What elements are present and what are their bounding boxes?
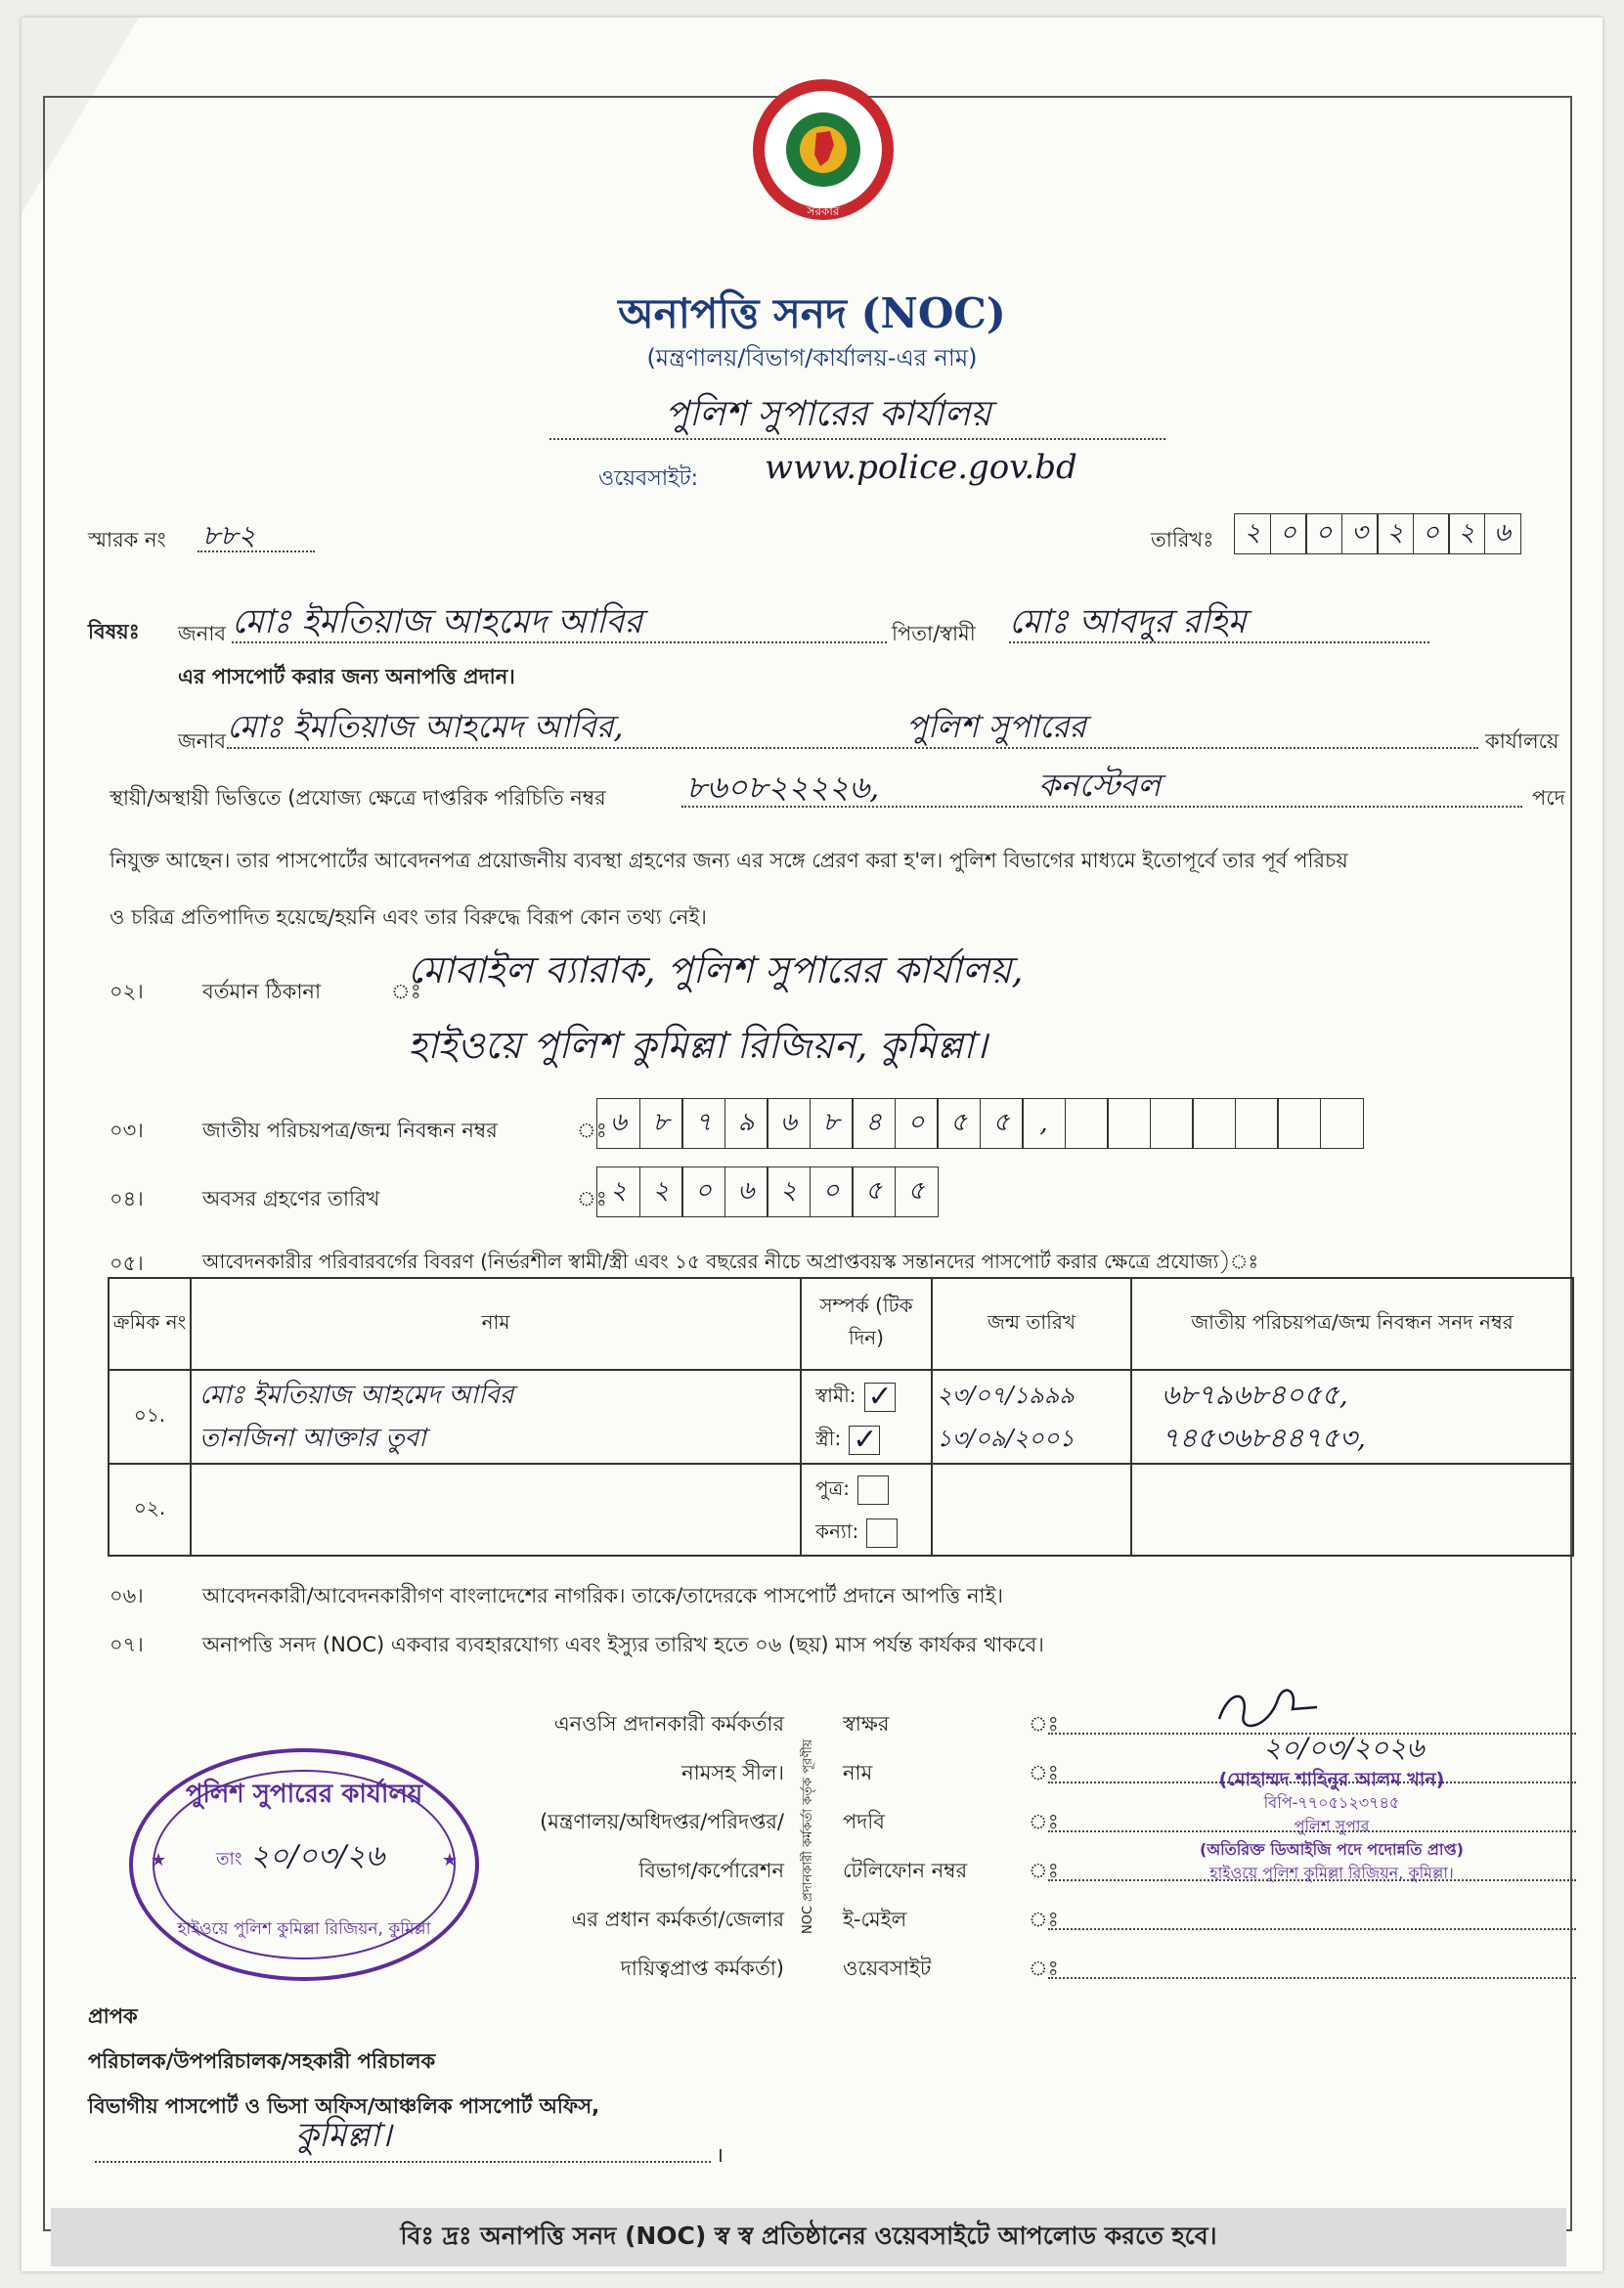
wife-checkbox[interactable] xyxy=(849,1426,880,1455)
row1-name-1: মোঃ ইমতিয়াজ আহমেদ আবির xyxy=(199,1381,514,1410)
field-line xyxy=(1048,1895,1576,1930)
retire-digit: ৬ xyxy=(724,1166,768,1217)
recipient-line-end: । xyxy=(716,2143,724,2167)
subject-father-name: মোঃ আবদুর রহিম xyxy=(1009,602,1247,641)
row1-dob xyxy=(932,1370,1131,1464)
header-relation: সম্পর্ক (টিক দিন) xyxy=(801,1278,932,1370)
daughter-checkbox[interactable] xyxy=(866,1518,898,1548)
field-label: পদবি xyxy=(843,1810,885,1833)
table-row xyxy=(109,1370,1573,1464)
office-seal xyxy=(129,1748,479,1981)
recipient-line2: বিভাগীয় পাসপোর্ট ও ভিসা অফিস/আঞ্চলিক পাসপোর্ট অফিস, xyxy=(88,2094,600,2118)
header-dob: জন্ম তারিখ xyxy=(932,1278,1131,1370)
noc-vertical-note: NOC প্রদানকারী কর্মকর্তা কর্তৃক পূরণীয় xyxy=(801,1738,815,1934)
date-digit: ০ xyxy=(1413,513,1450,554)
nid-digit: ০ xyxy=(895,1098,939,1149)
row1-names xyxy=(191,1370,801,1464)
footer-note: বিঃ দ্রঃ অনাপত্তি সনদ (NOC) স্ব স্ব প্রতিষ্ঠানের ওয়েবসাইটে আপলোড করতে হবে। xyxy=(51,2208,1566,2266)
nid-digit: ৮ xyxy=(639,1098,683,1149)
nid-digit: ৮ xyxy=(810,1098,854,1149)
body-post-suffix: পদে xyxy=(1532,786,1565,810)
nid-digit: ৯ xyxy=(724,1098,768,1149)
row2-names xyxy=(191,1464,801,1556)
row1-nid-2: ৭৪৫৩৬৮৪৪৭৫৩, xyxy=(1162,1422,1366,1454)
body-line1-underline xyxy=(227,747,1478,749)
field-label: টেলিফোন নম্বর xyxy=(843,1859,968,1882)
date-digit: ০ xyxy=(1270,513,1307,554)
body-para-line4: ও চরিত্র প্রতিপাদিত হয়েছে/হয়নি এবং তার বিরুদ্ধে বিরূপ কোন তথ্য নেই। xyxy=(110,905,707,929)
field-colon: ঃ xyxy=(1029,1810,1059,1833)
relation-son xyxy=(815,1467,930,1510)
issuer-line: (মন্ত্রণালয়/অধিদপ্তর/পরিদপ্তর/ xyxy=(540,1810,784,1833)
signature-date: ২০/০৩/২০২৬ xyxy=(1263,1732,1425,1764)
item06-number: ০৬। xyxy=(110,1584,144,1607)
date-boxes xyxy=(1234,513,1519,554)
item03-number: ০৩। xyxy=(110,1119,144,1142)
item07-number: ০৭। xyxy=(110,1633,144,1656)
field-colon: ঃ xyxy=(1029,1859,1059,1882)
field-email xyxy=(843,1895,1576,1944)
row1-relation xyxy=(801,1370,932,1464)
issuer-line: বিভাগ/কর্পোরেশন xyxy=(638,1859,784,1882)
item05-text: আবেদনকারীর পরিবারবর্গের বিবরণ (নির্ভরশীল স্বামী/স্ত্রী এবং ১৫ বছরের নীচে অপ্রাপ্তবয়স্ক সন্তানদের পাসপোর্ট করার ক্ষেত্রে প্রযোজ্য)ঃ xyxy=(202,1250,1259,1273)
body-line2-underline xyxy=(681,806,1522,808)
relation-husband xyxy=(815,1374,930,1417)
field-label: ই-মেইল xyxy=(843,1908,907,1931)
body-id-number: ৮৬০৮২২২২৬, xyxy=(686,769,880,806)
retire-digit: ৫ xyxy=(895,1166,939,1217)
memo-underline xyxy=(198,550,315,552)
officer-bp: বিপি-৭৭০৫১২৩৭৪৫ xyxy=(1263,1793,1400,1812)
date-digit: ৬ xyxy=(1484,513,1521,554)
retire-digit: ০ xyxy=(810,1166,854,1217)
nid-digit: ৬ xyxy=(767,1098,811,1149)
nid-digit: ৭ xyxy=(681,1098,725,1149)
date-digit: ২ xyxy=(1234,513,1271,554)
seal-star-icon: ★ xyxy=(151,1850,167,1870)
item04-number: ০৪। xyxy=(110,1187,144,1210)
relation-wife-label: স্ত্রী: xyxy=(815,1427,842,1450)
item04-colon: ঃ xyxy=(577,1187,607,1210)
date-digit: ৩ xyxy=(1341,513,1379,554)
recipient-label: প্রাপক xyxy=(88,2004,138,2028)
retire-digit: ২ xyxy=(596,1166,640,1217)
subject-applicant-name: মোঃ ইমতিয়াজ আহমেদ আবির xyxy=(232,602,643,641)
recipient-line1: পরিচালক/উপপরিচালক/সহকারী পরিচালক xyxy=(88,2049,436,2073)
seal-top-text: পুলিশ সুপারের কার্যালয় xyxy=(185,1780,423,1809)
subject-father-label: পিতা/স্বামী xyxy=(892,622,976,645)
relation-daughter xyxy=(815,1510,930,1553)
office-name: পুলিশ সুপারের কার্যালয় xyxy=(665,394,991,434)
row2-nid xyxy=(1131,1464,1573,1556)
subject-father-underline xyxy=(1009,641,1429,643)
body-mr-label: জনাব xyxy=(178,729,227,753)
row1-dob-2: ১৩/০৯/২০০১ xyxy=(937,1425,1075,1452)
header-nid: জাতীয় পরিচয়পত্র/জন্ম নিবন্ধন সনদ নম্বর xyxy=(1131,1278,1573,1370)
husband-checkbox[interactable] xyxy=(864,1383,896,1412)
item02-label: বর্তমান ঠিকানা xyxy=(202,980,322,1003)
body-para-line3: নিযুক্ত আছেন। তার পাসপোর্টের আবেদনপত্র প্রয়োজনীয় ব্যবস্থা গ্রহণের জন্য এর সঙ্গে প্রেরণ করা হ'ল। পুলিশ বিভাগের মাধ্যমে ইতোপূর্বে তার পূর্ব পরিচয় xyxy=(110,849,1348,872)
field-label: নাম xyxy=(843,1761,873,1784)
family-table xyxy=(108,1277,1574,1557)
row2-relation xyxy=(801,1464,932,1556)
body-post: কনস্টেবল xyxy=(1038,767,1162,804)
body-office-suffix: কার্যালয়ে xyxy=(1485,729,1559,753)
item02-address-line1: মোবাইল ব্যারাক, পুলিশ সুপারের কার্যালয়, xyxy=(408,948,1024,991)
field-colon: ঃ xyxy=(1029,1761,1059,1784)
field-label: ওয়েবসাইট xyxy=(843,1957,932,1980)
nid-digit xyxy=(1235,1098,1279,1149)
memo-label: স্মারক নং xyxy=(88,528,166,551)
item02-number: ০২। xyxy=(110,980,144,1003)
date-digit: ২ xyxy=(1377,513,1414,554)
website-label: ওয়েবসাইট: xyxy=(598,466,698,491)
office-name-underline xyxy=(549,438,1165,440)
header-name: নাম xyxy=(191,1278,801,1370)
nid-digit: ৫ xyxy=(980,1098,1024,1149)
son-checkbox[interactable] xyxy=(857,1475,889,1505)
row1-nid xyxy=(1131,1370,1573,1464)
field-colon: ঃ xyxy=(1029,1712,1059,1736)
item04-date-boxes xyxy=(596,1166,937,1217)
retire-digit: ০ xyxy=(681,1166,725,1217)
date-label: তারিখঃ xyxy=(1151,528,1214,551)
row2-dob xyxy=(932,1464,1131,1556)
recipient-city-underline xyxy=(95,2161,711,2163)
family-table-header xyxy=(109,1278,1573,1370)
nid-digit xyxy=(1192,1098,1236,1149)
subject-name-underline xyxy=(232,641,887,643)
issuer-line: এনওসি প্রদানকারী কর্মকর্তার xyxy=(553,1712,784,1736)
row1-nid-1: ৬৮৭৯৬৮৪০৫৫, xyxy=(1162,1379,1348,1411)
relation-son-label: পুত্র: xyxy=(815,1476,851,1500)
nid-digit: ৪ xyxy=(852,1098,896,1149)
officer-office: হাইওয়ে পুলিশ কুমিল্লা রিজিয়ন, কুমিল্লা। xyxy=(1209,1864,1454,1882)
item05-number: ০৫। xyxy=(110,1252,144,1275)
item07-text: অনাপত্তি সনদ (NOC) একবার ব্যবহারযোগ্য এবং ইস্যুর তারিখ হতে ০৬ (ছয়) মাস পর্যন্ত কার্যকর থাকবে। xyxy=(202,1633,1044,1656)
field-website xyxy=(843,1944,1576,1993)
subject-line2: এর পাসপোর্ট করার জন্য অনাপত্তি প্রদান। xyxy=(178,665,515,688)
field-colon: ঃ xyxy=(1029,1908,1059,1931)
noc-document xyxy=(22,18,1602,2271)
date-digit: ০ xyxy=(1305,513,1342,554)
nid-digit xyxy=(1277,1098,1321,1149)
field-colon: ঃ xyxy=(1029,1957,1059,1980)
memo-number: ৮৮২ xyxy=(202,519,256,551)
item04-label: অবসর গ্রহণের তারিখ xyxy=(202,1187,380,1210)
nid-digit xyxy=(1065,1098,1109,1149)
seal-bottom-text: হাইওয়ে পুলিশ কুমিল্লা রিজিয়ন, কুমিল্লা xyxy=(177,1919,431,1939)
officer-name: (মোহাম্মদ শাহিনুর আলম খান) xyxy=(1218,1769,1445,1790)
nid-digit xyxy=(1320,1098,1364,1149)
item06-text: আবেদনকারী/আবেদনকারীগণ বাংলাদেশের নাগরিক। তাকে/তাদেরকে পাসপোর্ট প্রদানে আপত্তি নাই। xyxy=(202,1584,1004,1607)
nid-digit xyxy=(1107,1098,1151,1149)
relation-daughter-label: কন্যা: xyxy=(815,1519,859,1543)
government-emblem-icon xyxy=(750,76,897,223)
relation-wife xyxy=(815,1417,930,1460)
field-line xyxy=(1048,1944,1576,1979)
nid-digit: ৫ xyxy=(937,1098,981,1149)
nid-digit: , xyxy=(1022,1098,1066,1149)
body-office: পুলিশ সুপারের xyxy=(906,708,1087,745)
officer-title: পুলিশ সুপার xyxy=(1294,1817,1370,1835)
seal-date-label: তাং xyxy=(216,1849,242,1870)
issuer-line: দায়িত্বপ্রাপ্ত কর্মকর্তা) xyxy=(620,1957,784,1980)
issuer-line: এর প্রধান কর্মকর্তা/জেলার xyxy=(571,1908,784,1931)
item02-colon: ঃ xyxy=(391,980,421,1003)
row2-serial: ০২. xyxy=(109,1464,191,1556)
officer-stamp xyxy=(1146,1768,1517,1885)
body-perm-text: স্থায়ী/অস্থায়ী ভিত্তিতে (প্রযোজ্য ক্ষেত্রে দাপ্তরিক পরিচিতি নম্বর xyxy=(110,786,606,810)
document-title: অনাপত্তি সনদ (NOC) xyxy=(618,289,1006,337)
document-subtitle: (মন্ত্রণালয়/বিভাগ/কার্যালয়-এর নাম) xyxy=(646,344,978,372)
issuer-description xyxy=(432,1699,784,1993)
item03-nid-boxes xyxy=(596,1098,1362,1149)
nid-digit xyxy=(1150,1098,1194,1149)
row1-name-2: তানজিনা আক্তার তুবা xyxy=(199,1424,426,1453)
retire-digit: ৫ xyxy=(852,1166,896,1217)
header-serial: ক্রমিক নং xyxy=(109,1278,191,1370)
subject-label: বিষয়ঃ xyxy=(88,620,140,643)
retire-digit: ২ xyxy=(767,1166,811,1217)
field-label: স্বাক্ষর xyxy=(843,1712,890,1736)
emblem-bottom-text: সরকার xyxy=(807,204,840,218)
item02-address-line2: হাইওয়ে পুলিশ কুমিল্লা রিজিয়ন, কুমিল্লা। xyxy=(408,1024,988,1067)
subject-mr-label: জনাব xyxy=(178,622,227,645)
seal-date: ২০/০৩/২৬ xyxy=(250,1839,385,1873)
date-digit: ২ xyxy=(1448,513,1485,554)
item03-label: জাতীয় পরিচয়পত্র/জন্ম নিবন্ধন নম্বর xyxy=(202,1119,498,1142)
officer-promotion: (অতিরিক্ত ডিআইজি পদে পদোন্নতি প্রাপ্ত) xyxy=(1200,1840,1464,1859)
item03-colon: ঃ xyxy=(577,1119,607,1142)
relation-husband-label: স্বামী: xyxy=(815,1384,856,1407)
row1-dob-1: ২৩/০৭/১৯৯৯ xyxy=(937,1382,1075,1409)
retire-digit: ২ xyxy=(639,1166,683,1217)
row1-serial: ০১. xyxy=(109,1370,191,1464)
nid-digit: ৬ xyxy=(596,1098,640,1149)
website-value: www.police.gov.bd xyxy=(765,448,1077,487)
recipient-city: কুমিল্লা। xyxy=(295,2116,392,2155)
body-applicant-name: মোঃ ইমতিয়াজ আহমেদ আবির, xyxy=(227,708,624,745)
table-row xyxy=(109,1464,1573,1556)
issuer-line: নামসহ সীল। xyxy=(681,1761,784,1784)
seal-star-icon: ★ xyxy=(441,1850,458,1870)
